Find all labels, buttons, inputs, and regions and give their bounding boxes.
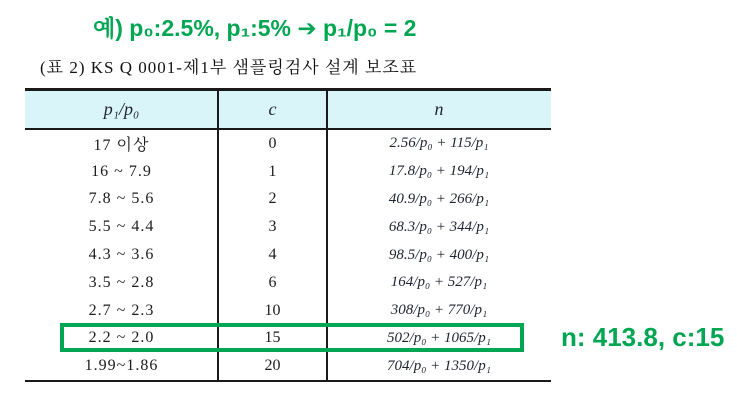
header-c: c xyxy=(268,99,277,119)
table-row xyxy=(25,213,551,241)
ratio-cell: 1.99~1.86 xyxy=(84,357,159,375)
n-cell: 2.56/p₀ + 115/p₁ xyxy=(389,135,489,152)
n-cell: 164/p₀ + 527/p₁ xyxy=(390,274,488,291)
n-cell: 68.3/p₀ + 344/p₁ xyxy=(388,218,490,235)
ratio-cell: 5.5 ~ 4.4 xyxy=(88,218,155,236)
table-row xyxy=(25,297,551,325)
table-row xyxy=(25,186,551,214)
ratio-cell: 7.8 ~ 5.6 xyxy=(88,190,155,208)
table-row xyxy=(25,269,551,297)
example-note: 예) p₀:2.5%, p₁:5% ➔ p₁/p₀ = 2 xyxy=(93,15,417,41)
c-cell: 10 xyxy=(264,301,281,319)
n-cell: 502/p₀ + 1065/p₁ xyxy=(387,329,491,346)
table-row xyxy=(25,158,551,186)
c-cell: 4 xyxy=(268,246,277,264)
header-n: n xyxy=(434,99,444,119)
n-cell: 40.9/p₀ + 266/p₁ xyxy=(388,190,490,207)
result-annotation: n: 413.8, c:15 xyxy=(561,322,725,352)
ratio-cell: 3.5 ~ 2.8 xyxy=(88,273,155,291)
n-cell: 704/p₀ + 1350/p₁ xyxy=(387,357,491,374)
c-cell: 15 xyxy=(264,329,281,347)
c-cell: 0 xyxy=(268,134,277,152)
header-ratio: p₁/p₀ xyxy=(103,99,140,119)
n-cell: 98.5/p₀ + 400/p₁ xyxy=(388,246,490,263)
c-cell: 20 xyxy=(264,357,281,375)
ratio-cell: 17 이상 xyxy=(93,137,150,155)
table-row xyxy=(25,241,551,269)
table-header-row xyxy=(25,91,551,130)
ratio-cell: 4.3 ~ 3.6 xyxy=(88,246,155,264)
ratio-cell: 16 ~ 7.9 xyxy=(91,162,152,180)
n-cell: 308/p₀ + 770/p₁ xyxy=(390,302,488,319)
n-cell: 17.8/p₀ + 194/p₁ xyxy=(388,163,490,180)
highlight-box xyxy=(60,323,524,352)
ratio-cell: 2.7 ~ 2.3 xyxy=(88,301,155,319)
table-row xyxy=(25,352,551,380)
table-caption: (표 2) KS Q 0001-제1부 샘플링검사 설계 보조표 xyxy=(40,58,418,77)
c-cell: 2 xyxy=(268,190,277,208)
c-cell: 1 xyxy=(268,162,277,180)
table-row xyxy=(25,130,551,158)
c-cell: 6 xyxy=(268,273,277,291)
ratio-cell: 2.2 ~ 2.0 xyxy=(88,329,155,347)
c-cell: 3 xyxy=(268,218,277,236)
